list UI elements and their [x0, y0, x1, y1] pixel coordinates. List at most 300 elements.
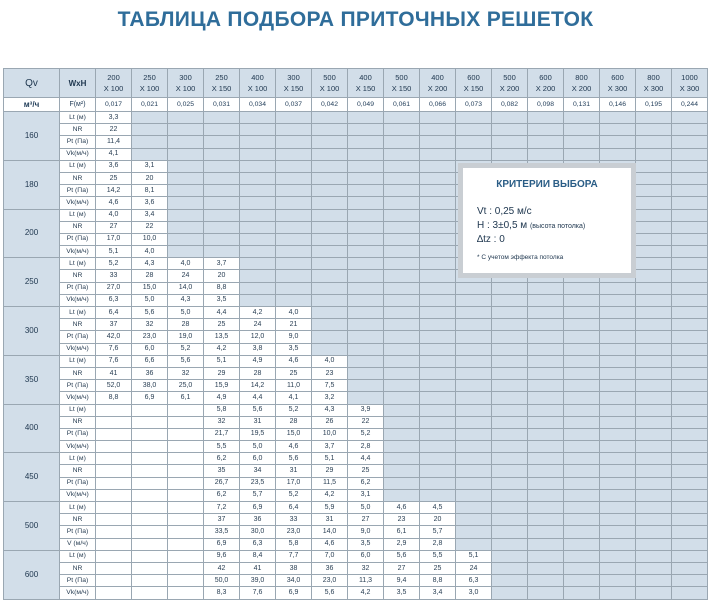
size-column-header — [492, 69, 528, 98]
blank-cell — [168, 562, 204, 574]
empty-cell — [492, 550, 528, 562]
selection-criteria-box — [458, 163, 636, 278]
empty-cell — [636, 355, 672, 367]
value-cell: 23,0 — [276, 526, 312, 538]
empty-cell — [168, 221, 204, 233]
empty-cell — [672, 172, 708, 184]
empty-cell — [348, 209, 384, 221]
blank-cell — [168, 428, 204, 440]
value-cell: 34 — [240, 465, 276, 477]
area-value: 0,082 — [492, 98, 528, 112]
empty-cell — [456, 453, 492, 465]
value-cell: 5,7 — [420, 526, 456, 538]
size-column-header — [636, 69, 672, 98]
empty-cell — [636, 112, 672, 124]
table-row — [4, 477, 708, 489]
empty-cell — [348, 380, 384, 392]
value-cell: 8,3 — [204, 587, 240, 599]
value-cell: 4,4 — [204, 307, 240, 319]
empty-cell — [492, 404, 528, 416]
value-cell: 20 — [204, 270, 240, 282]
param-label: Pt (Па) — [60, 477, 96, 489]
table-row — [4, 587, 708, 599]
empty-cell — [672, 209, 708, 221]
empty-cell — [456, 355, 492, 367]
value-cell: 2,8 — [348, 441, 384, 453]
empty-cell — [636, 367, 672, 379]
empty-cell — [600, 282, 636, 294]
table-row — [4, 392, 708, 404]
empty-cell — [312, 209, 348, 221]
column-width: 500 — [395, 73, 408, 82]
empty-cell — [312, 221, 348, 233]
empty-cell — [492, 416, 528, 428]
table-row — [4, 124, 708, 136]
blank-cell — [96, 587, 132, 599]
empty-cell — [492, 575, 528, 587]
empty-cell — [420, 343, 456, 355]
empty-cell — [384, 112, 420, 124]
empty-cell — [600, 367, 636, 379]
column-width: 1000 — [681, 73, 698, 82]
value-cell: 27 — [384, 562, 420, 574]
value-cell: 26,7 — [204, 477, 240, 489]
empty-cell — [204, 136, 240, 148]
param-label: NR — [60, 124, 96, 136]
table-row — [4, 294, 708, 306]
empty-cell — [132, 148, 168, 160]
param-label: Vk(м/ч) — [60, 197, 96, 209]
empty-cell — [348, 392, 384, 404]
empty-cell — [240, 197, 276, 209]
empty-cell — [420, 477, 456, 489]
value-cell: 4,9 — [240, 355, 276, 367]
empty-cell — [240, 112, 276, 124]
param-label: NR — [60, 319, 96, 331]
empty-cell — [492, 392, 528, 404]
value-cell: 25 — [420, 562, 456, 574]
empty-cell — [168, 246, 204, 258]
empty-cell — [528, 477, 564, 489]
empty-cell — [600, 307, 636, 319]
empty-cell — [528, 124, 564, 136]
empty-cell — [384, 355, 420, 367]
table-row — [4, 526, 708, 538]
empty-cell — [528, 587, 564, 599]
value-cell: 4,0 — [168, 258, 204, 270]
size-column-header — [240, 69, 276, 98]
empty-cell — [528, 136, 564, 148]
value-cell: 34,0 — [276, 575, 312, 587]
value-cell: 5,1 — [312, 453, 348, 465]
empty-cell — [168, 197, 204, 209]
empty-cell — [348, 270, 384, 282]
column-height: X 150 — [391, 84, 412, 93]
empty-cell — [672, 550, 708, 562]
empty-cell — [384, 258, 420, 270]
empty-cell — [528, 380, 564, 392]
column-width: 800 — [647, 73, 660, 82]
empty-cell — [636, 514, 672, 526]
table-row — [4, 428, 708, 440]
value-cell: 20 — [132, 172, 168, 184]
empty-cell — [204, 209, 240, 221]
empty-cell — [528, 112, 564, 124]
units-label: м³/ч — [4, 98, 60, 112]
value-cell: 3,5 — [348, 538, 384, 550]
empty-cell — [132, 136, 168, 148]
empty-cell — [312, 185, 348, 197]
blank-cell — [96, 514, 132, 526]
value-cell: 23 — [384, 514, 420, 526]
value-cell: 23,0 — [312, 575, 348, 587]
empty-cell — [384, 148, 420, 160]
empty-cell — [240, 221, 276, 233]
empty-cell — [528, 331, 564, 343]
table-row — [4, 550, 708, 562]
empty-cell — [276, 209, 312, 221]
param-label: Vk(м/ч) — [60, 246, 96, 258]
empty-cell — [384, 392, 420, 404]
empty-cell — [564, 477, 600, 489]
value-cell: 6,0 — [132, 343, 168, 355]
airflow-value: 300 — [4, 307, 60, 356]
value-cell: 22 — [132, 221, 168, 233]
empty-cell — [456, 489, 492, 501]
area-value: 0,131 — [564, 98, 600, 112]
empty-cell — [564, 587, 600, 599]
value-cell: 11,3 — [348, 575, 384, 587]
value-cell: 28 — [132, 270, 168, 282]
empty-cell — [672, 246, 708, 258]
value-cell: 24 — [168, 270, 204, 282]
blank-cell — [96, 477, 132, 489]
value-cell: 4,0 — [132, 246, 168, 258]
size-column-header — [168, 69, 204, 98]
empty-cell — [492, 112, 528, 124]
value-cell: 3,6 — [132, 197, 168, 209]
value-cell: 10,0 — [132, 233, 168, 245]
empty-cell — [672, 562, 708, 574]
empty-cell — [672, 416, 708, 428]
empty-cell — [204, 197, 240, 209]
empty-cell — [600, 453, 636, 465]
empty-cell — [168, 172, 204, 184]
blank-cell — [132, 514, 168, 526]
value-cell: 32 — [168, 367, 204, 379]
value-cell: 20 — [420, 514, 456, 526]
value-cell: 14,2 — [240, 380, 276, 392]
empty-cell — [564, 465, 600, 477]
empty-cell — [564, 282, 600, 294]
empty-cell — [672, 136, 708, 148]
empty-cell — [672, 160, 708, 172]
value-cell: 31 — [240, 416, 276, 428]
param-label: Vk(м/ч) — [60, 489, 96, 501]
empty-cell — [240, 246, 276, 258]
blank-cell — [132, 538, 168, 550]
empty-cell — [636, 489, 672, 501]
value-cell: 10,0 — [312, 428, 348, 440]
empty-cell — [492, 502, 528, 514]
empty-cell — [420, 465, 456, 477]
param-label: NR — [60, 416, 96, 428]
value-cell: 42 — [204, 562, 240, 574]
empty-cell — [564, 136, 600, 148]
table-row — [4, 404, 708, 416]
param-label: NR — [60, 514, 96, 526]
criteria-h-value: H : 3±0,5 м — [477, 220, 528, 231]
empty-cell — [276, 246, 312, 258]
column-width: 500 — [323, 73, 336, 82]
value-cell: 17,0 — [96, 233, 132, 245]
column-width: 400 — [251, 73, 264, 82]
empty-cell — [348, 258, 384, 270]
empty-cell — [312, 112, 348, 124]
param-label: Vk(м/ч) — [60, 294, 96, 306]
wh-header: WxH — [60, 69, 96, 98]
empty-cell — [600, 441, 636, 453]
value-cell: 8,8 — [204, 282, 240, 294]
airflow-value: 180 — [4, 160, 60, 209]
empty-cell — [564, 319, 600, 331]
blank-cell — [96, 465, 132, 477]
empty-cell — [564, 148, 600, 160]
empty-cell — [420, 124, 456, 136]
param-label: Lt (м) — [60, 160, 96, 172]
empty-cell — [420, 404, 456, 416]
value-cell: 15,0 — [132, 282, 168, 294]
empty-cell — [420, 355, 456, 367]
value-cell: 3,4 — [132, 209, 168, 221]
value-cell: 36 — [240, 514, 276, 526]
empty-cell — [636, 270, 672, 282]
empty-cell — [276, 148, 312, 160]
table-row — [4, 453, 708, 465]
value-cell: 5,1 — [204, 355, 240, 367]
empty-cell — [600, 514, 636, 526]
empty-cell — [528, 428, 564, 440]
value-cell: 42,0 — [96, 331, 132, 343]
param-label: Pt (Па) — [60, 282, 96, 294]
empty-cell — [456, 502, 492, 514]
value-cell: 28 — [240, 367, 276, 379]
column-width: 600 — [467, 73, 480, 82]
empty-cell — [672, 124, 708, 136]
criteria-title: КРИТЕРИИ ВЫБОРА — [496, 179, 598, 190]
empty-cell — [636, 331, 672, 343]
empty-cell — [528, 319, 564, 331]
value-cell: 3,6 — [96, 160, 132, 172]
empty-cell — [240, 160, 276, 172]
empty-cell — [636, 380, 672, 392]
value-cell: 6,3 — [96, 294, 132, 306]
blank-cell — [168, 404, 204, 416]
column-height: X 200 — [535, 84, 556, 93]
value-cell: 25 — [276, 367, 312, 379]
value-cell: 9,0 — [348, 526, 384, 538]
value-cell: 14,2 — [96, 185, 132, 197]
value-cell: 6,2 — [204, 453, 240, 465]
empty-cell — [492, 307, 528, 319]
blank-cell — [132, 575, 168, 587]
blank-cell — [132, 477, 168, 489]
value-cell: 5,6 — [384, 550, 420, 562]
empty-cell — [420, 221, 456, 233]
value-cell: 4,6 — [276, 355, 312, 367]
empty-cell — [672, 380, 708, 392]
value-cell: 3,4 — [420, 587, 456, 599]
empty-cell — [312, 282, 348, 294]
airflow-value: 160 — [4, 112, 60, 161]
empty-cell — [528, 148, 564, 160]
column-width: 200 — [107, 73, 120, 82]
blank-cell — [168, 453, 204, 465]
empty-cell — [600, 380, 636, 392]
column-height: X 100 — [175, 84, 196, 93]
empty-cell — [276, 233, 312, 245]
param-label: Lt (м) — [60, 112, 96, 124]
empty-cell — [168, 124, 204, 136]
empty-cell — [420, 172, 456, 184]
blank-cell — [132, 489, 168, 501]
empty-cell — [312, 124, 348, 136]
blank-cell — [132, 404, 168, 416]
empty-cell — [636, 233, 672, 245]
value-cell: 6,9 — [276, 587, 312, 599]
param-label: NR — [60, 172, 96, 184]
empty-cell — [456, 367, 492, 379]
empty-cell — [276, 197, 312, 209]
value-cell: 7,6 — [96, 343, 132, 355]
value-cell: 4,3 — [132, 258, 168, 270]
size-column-header — [96, 69, 132, 98]
empty-cell — [672, 575, 708, 587]
empty-cell — [384, 343, 420, 355]
empty-cell — [564, 562, 600, 574]
empty-cell — [528, 575, 564, 587]
empty-cell — [384, 404, 420, 416]
empty-cell — [636, 587, 672, 599]
table-row — [4, 319, 708, 331]
empty-cell — [636, 172, 672, 184]
empty-cell — [456, 294, 492, 306]
blank-cell — [168, 526, 204, 538]
empty-cell — [456, 307, 492, 319]
empty-cell — [312, 160, 348, 172]
value-cell: 5,2 — [348, 428, 384, 440]
blank-cell — [96, 489, 132, 501]
value-cell: 23 — [312, 367, 348, 379]
empty-cell — [348, 343, 384, 355]
empty-cell — [312, 197, 348, 209]
empty-cell — [384, 319, 420, 331]
blank-cell — [132, 502, 168, 514]
column-height: X 300 — [643, 84, 664, 93]
param-label: Vk(м/ч) — [60, 587, 96, 599]
empty-cell — [384, 453, 420, 465]
column-height: X 150 — [211, 84, 232, 93]
empty-cell — [240, 148, 276, 160]
empty-cell — [204, 185, 240, 197]
blank-cell — [96, 550, 132, 562]
empty-cell — [492, 294, 528, 306]
empty-cell — [384, 416, 420, 428]
empty-cell — [600, 112, 636, 124]
empty-cell — [420, 416, 456, 428]
value-cell: 28 — [276, 416, 312, 428]
empty-cell — [492, 343, 528, 355]
empty-cell — [600, 502, 636, 514]
empty-cell — [564, 526, 600, 538]
airflow-value: 250 — [4, 258, 60, 307]
param-label: Pt (Па) — [60, 233, 96, 245]
empty-cell — [600, 124, 636, 136]
empty-cell — [636, 392, 672, 404]
column-height: X 100 — [139, 84, 160, 93]
empty-cell — [636, 148, 672, 160]
value-cell: 6,6 — [132, 355, 168, 367]
value-cell: 9,4 — [384, 575, 420, 587]
empty-cell — [168, 233, 204, 245]
table-row — [4, 367, 708, 379]
empty-cell — [636, 526, 672, 538]
param-label: Vk(м/ч) — [60, 343, 96, 355]
empty-cell — [420, 197, 456, 209]
table-row — [4, 355, 708, 367]
blank-cell — [168, 477, 204, 489]
empty-cell — [384, 441, 420, 453]
empty-cell — [384, 294, 420, 306]
value-cell: 31 — [276, 465, 312, 477]
empty-cell — [456, 136, 492, 148]
param-label: Vk(м/ч) — [60, 392, 96, 404]
value-cell: 5,6 — [168, 355, 204, 367]
value-cell: 5,1 — [456, 550, 492, 562]
empty-cell — [672, 538, 708, 550]
value-cell: 50,0 — [204, 575, 240, 587]
size-column-header — [132, 69, 168, 98]
empty-cell — [456, 319, 492, 331]
value-cell: 5,2 — [96, 258, 132, 270]
empty-cell — [384, 172, 420, 184]
param-label: NR — [60, 367, 96, 379]
empty-cell — [672, 148, 708, 160]
empty-cell — [240, 258, 276, 270]
empty-cell — [636, 282, 672, 294]
value-cell: 5,6 — [240, 404, 276, 416]
column-height: X 200 — [499, 84, 520, 93]
value-cell: 25 — [96, 172, 132, 184]
table-row — [4, 489, 708, 501]
empty-cell — [384, 233, 420, 245]
empty-cell — [276, 258, 312, 270]
empty-cell — [348, 319, 384, 331]
value-cell: 6,0 — [348, 550, 384, 562]
empty-cell — [456, 380, 492, 392]
value-cell: 6,3 — [456, 575, 492, 587]
blank-cell — [96, 575, 132, 587]
blank-cell — [168, 538, 204, 550]
empty-cell — [636, 307, 672, 319]
value-cell: 3,8 — [240, 343, 276, 355]
blank-cell — [96, 453, 132, 465]
value-cell: 4,3 — [168, 294, 204, 306]
empty-cell — [636, 197, 672, 209]
value-cell: 8,8 — [420, 575, 456, 587]
value-cell: 25 — [348, 465, 384, 477]
empty-cell — [492, 428, 528, 440]
